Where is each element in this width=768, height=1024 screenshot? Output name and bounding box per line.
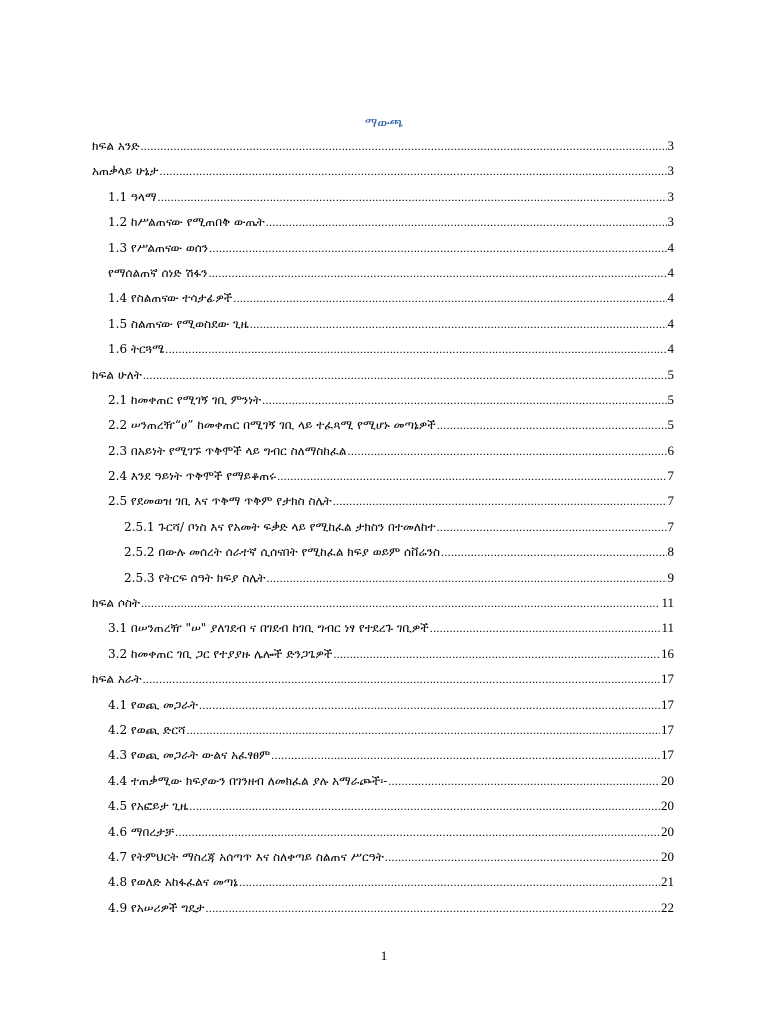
toc-entry[interactable]	[92, 138, 674, 163]
toc-entry-label: ክፍል ሶስት	[92, 596, 141, 611]
toc-entry-label: 1.6 ትርጓሜ	[108, 342, 165, 357]
toc-dot-leader	[160, 164, 667, 179]
toc-entry[interactable]	[92, 798, 674, 823]
toc-entry-page: 21	[661, 874, 674, 890]
toc-entry-page: 5	[667, 391, 674, 407]
toc-entry-page: 20	[661, 798, 674, 814]
toc-entry-label: 1.3 የሥልጠናው ወሰን	[108, 240, 209, 255]
toc-entry-label: 4.6 ማበረታቻ	[108, 824, 175, 839]
toc-title: ማውጫ	[364, 116, 404, 131]
toc-entry-label: ክፍል ሁለት	[92, 367, 142, 382]
toc-entry[interactable]	[92, 468, 674, 493]
toc-entry[interactable]	[92, 849, 674, 874]
toc-entry-label: ክፍል አንድ	[92, 139, 140, 153]
toc-dot-leader	[208, 266, 666, 281]
toc-entry-label: 1.5 ስልጠናው የሚወስደው ጊዜ	[108, 316, 249, 331]
toc-entry-label: 4.2 የወጪ ድርሻ	[108, 722, 186, 737]
toc-entry[interactable]	[92, 544, 674, 569]
toc-entry[interactable]	[92, 316, 674, 341]
toc-entry-page: 17	[661, 721, 674, 737]
toc-entry-page: 11	[661, 595, 674, 611]
toc-entry-label: 4.4 ተጠቃሚው ክፍያውን በገንዘብ ለመክፈል ያሉ አማራጮች፡-	[108, 773, 388, 788]
toc-dot-leader	[143, 368, 667, 383]
toc-entry-label: አጠቃላይ ሁኔታ	[92, 164, 159, 179]
toc-entry[interactable]	[92, 493, 674, 518]
toc-entry-page: 22	[661, 899, 674, 915]
toc-entry[interactable]	[92, 747, 674, 772]
toc-entry-label: 1.4 የስልጠናው ተሳታፊዎች	[108, 291, 233, 306]
toc-entry-page: 4	[667, 315, 674, 331]
table-of-contents	[92, 138, 674, 925]
toc-entry[interactable]	[92, 722, 674, 747]
toc-entry-page: 20	[661, 772, 674, 788]
toc-entry-page: 17	[661, 671, 674, 687]
toc-dot-leader	[205, 901, 660, 916]
toc-entry-page: 6	[667, 442, 674, 458]
toc-dot-leader	[143, 672, 660, 687]
toc-dot-leader	[266, 571, 666, 586]
toc-entry[interactable]	[92, 265, 674, 290]
toc-entry[interactable]	[92, 697, 674, 722]
toc-entry[interactable]	[92, 671, 674, 696]
toc-dot-leader	[186, 723, 660, 738]
toc-entry[interactable]	[92, 620, 674, 645]
toc-entry-label: 4.7 የትምህርት ማስረጃ አሰጣጥ እና ስለቀጣይ ስልጠና ሥርዓት	[108, 849, 384, 864]
toc-entry[interactable]	[92, 773, 674, 798]
toc-entry-label: የማሰልጠኛ ሰነድ ሽፋን	[108, 265, 208, 280]
toc-entry[interactable]	[92, 595, 674, 620]
toc-entry-page: 17	[661, 747, 674, 763]
toc-entry-label: 3.1 በሠንጠረዥ "ሠ" ያለገደብ ና በገደብ ከገቢ ግብር ነፃ የተደረጉ ገቢዎች	[108, 621, 429, 636]
toc-dot-leader	[333, 647, 660, 662]
toc-entry[interactable]	[92, 874, 674, 899]
toc-entry-page: 20	[661, 823, 674, 839]
toc-entry-label: 4.8 የወለድ አከፋፈልና መጣኔ	[108, 875, 239, 890]
toc-entry-label: ክፍል አራት	[92, 672, 142, 687]
toc-entry-label: 1.2 ከሥልጠናው የሚጠበቅ ውጤት	[108, 215, 265, 230]
page-number: 1	[380, 948, 388, 963]
toc-entry[interactable]	[92, 900, 674, 925]
toc-entry-label: 2.2 ሠንጠረዥ“ሀ” ከመቀጠር በሚገኝ ገቢ ላይ ተፈጻሚ የሚሆኑ መጣኔዎች	[108, 418, 436, 433]
toc-entry-label: 4.5 የአፎይታ ጊዜ	[108, 799, 189, 814]
toc-entry-page: 5	[667, 417, 674, 433]
toc-entry-page: 3	[667, 163, 674, 179]
toc-entry[interactable]	[92, 417, 674, 442]
toc-entry[interactable]	[92, 392, 674, 417]
toc-entry-page: 4	[667, 290, 674, 306]
toc-dot-leader	[189, 799, 660, 814]
toc-entry[interactable]	[92, 290, 674, 315]
toc-entry-page: 7	[667, 493, 674, 509]
toc-dot-leader	[333, 494, 667, 509]
toc-dot-leader	[385, 850, 660, 865]
toc-entry-page: 9	[667, 569, 674, 585]
toc-entry-page: 4	[667, 341, 674, 357]
toc-entry-page: 5	[667, 366, 674, 382]
toc-entry[interactable]	[92, 240, 674, 265]
toc-dot-leader	[175, 825, 660, 840]
toc-entry-page: 3	[667, 214, 674, 230]
toc-entry[interactable]	[92, 341, 674, 366]
toc-entry[interactable]	[92, 189, 674, 214]
toc-entry[interactable]	[92, 646, 674, 671]
toc-dot-leader	[141, 596, 660, 611]
toc-entry[interactable]	[92, 214, 674, 239]
toc-entry-label: 2.5.3 የትርፍ ሰዓት ክፍያ ስሌት	[124, 570, 266, 585]
toc-entry-label: 2.1 ከመቀጠር የሚገኝ ገቢ ምንነት	[108, 392, 262, 407]
toc-entry[interactable]	[92, 367, 674, 392]
toc-dot-leader	[441, 545, 666, 560]
toc-dot-leader	[437, 520, 667, 535]
toc-dot-leader	[437, 418, 667, 433]
toc-entry[interactable]	[92, 163, 674, 188]
toc-entry-page: 16	[661, 645, 674, 661]
toc-entry-label: 2.5.1 ጉርሻ/ ቦነስ እና የአመት ፍቃድ ላይ የሚከፈል ታክስን በተመለከተ	[124, 519, 436, 534]
toc-entry-page: 7	[667, 468, 674, 484]
toc-entry-label: 4.3 የወጪ መጋራት ውልና አፈፃፀም	[108, 748, 271, 763]
toc-dot-leader	[277, 469, 666, 484]
toc-entry-page: 17	[661, 696, 674, 712]
toc-entry[interactable]	[92, 443, 674, 468]
toc-entry-label: 1.1 ዓላማ	[108, 189, 157, 204]
toc-dot-leader	[250, 317, 667, 332]
toc-entry-page: 11	[661, 620, 674, 636]
toc-entry-label: 2.5.2 በውሉ መሰረት ሰራተኛ ሲሰናበት የሚከፈል ክፍያ ወይም ሰቨሬንስ	[124, 545, 441, 560]
toc-dot-leader	[165, 342, 666, 357]
toc-dot-leader	[348, 444, 667, 459]
toc-entry-page: 20	[661, 848, 674, 864]
toc-dot-leader	[271, 748, 660, 763]
toc-entry-page: 3	[667, 138, 674, 153]
toc-entry-label: 2.4 እንደ ዓይነት ጥቅሞች የማይቆጠሩ	[108, 469, 277, 484]
toc-dot-leader	[239, 875, 660, 890]
toc-entry-label: 4.9 የአሠሪዎች ግዴታ	[108, 900, 205, 915]
toc-dot-leader	[262, 393, 666, 408]
toc-dot-leader	[388, 774, 660, 789]
toc-dot-leader	[158, 190, 667, 205]
toc-entry-page: 3	[667, 188, 674, 204]
toc-entry-page: 8	[667, 544, 674, 560]
toc-entry-label: 2.3 በአይነት የሚገኙ ጥቅሞች ላይ ግብር ስለማስከፈል	[108, 443, 347, 458]
toc-entry-page: 4	[667, 239, 674, 255]
toc-entry-label: 3.2 ከመቀጠር ገቢ ጋር የተያያዙ ሌሎች ድንጋጌዎች	[108, 646, 333, 661]
toc-entry-label: 4.1 የወጪ መጋራት	[108, 697, 199, 712]
toc-dot-leader	[430, 621, 661, 636]
toc-dot-leader	[140, 139, 666, 154]
toc-dot-leader	[209, 241, 666, 256]
toc-entry-page: 4	[667, 264, 674, 280]
toc-dot-leader	[233, 291, 666, 306]
toc-entry[interactable]	[92, 824, 674, 849]
toc-entry[interactable]	[92, 570, 674, 595]
toc-entry-page: 7	[667, 518, 674, 534]
toc-dot-leader	[266, 215, 667, 230]
toc-entry[interactable]	[92, 519, 674, 544]
toc-dot-leader	[199, 698, 660, 713]
toc-entry-label: 2.5 የደመወዝ ገቢ እና ጥቅማ ጥቅም የታክስ ስሌት	[108, 494, 332, 509]
